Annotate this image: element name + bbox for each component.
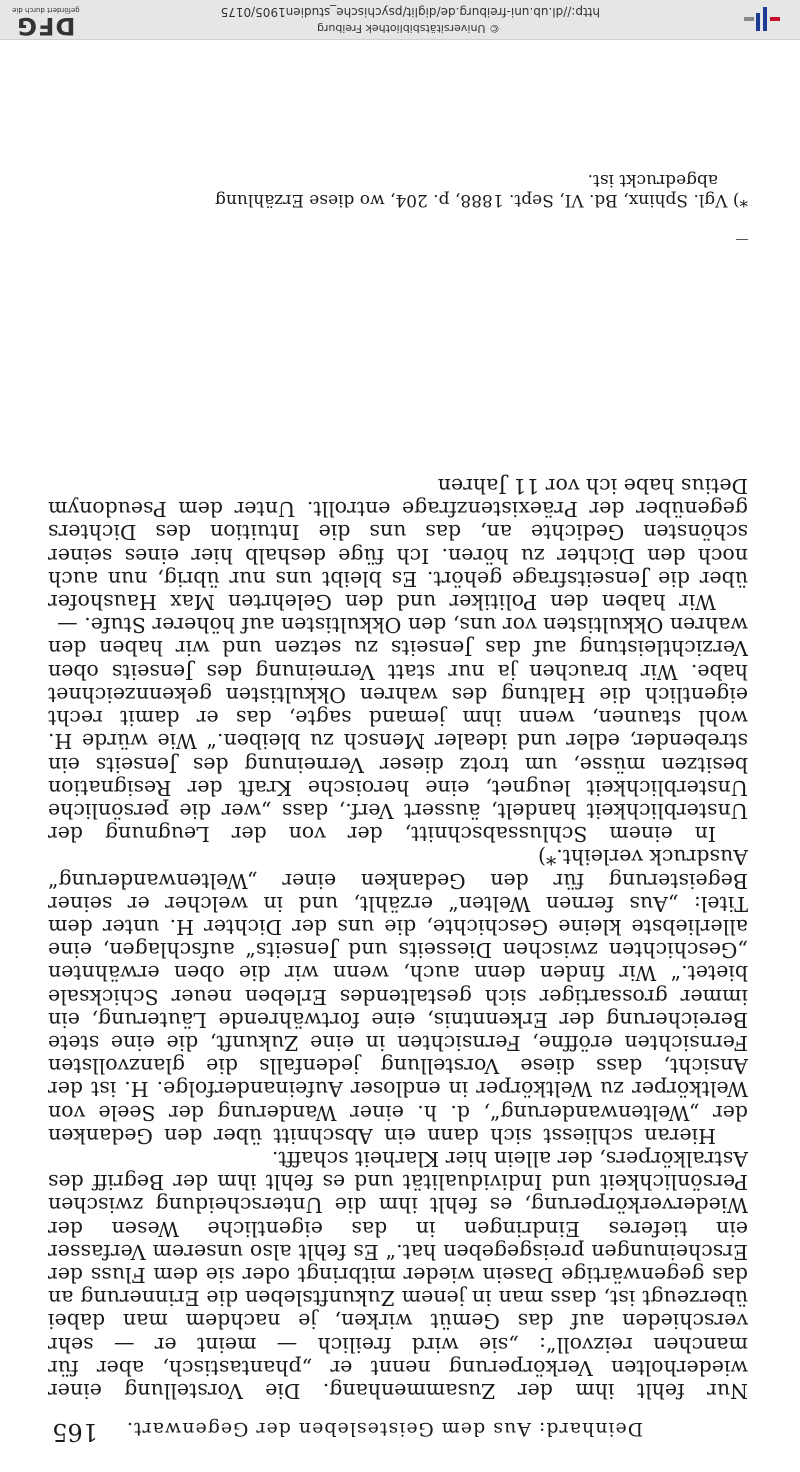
running-title: Deinhard: Aus dem Geistesleben der Gegenwart. (125, 1418, 643, 1440)
footer-bar (0, 0, 800, 40)
footnote (48, 170, 748, 210)
copyright-text: © Universitätsbibliothek Freiburg (317, 22, 500, 35)
paragraph-3: In einem Schlussabschnitt, der von der Leugnung der Unsterblichkeit handelt, äussert Verf., dass „wer die persönliche Unsterblichkeit leugnet, eine heroische Kraft der Resignation besitzen müsse, um trotz dieser Verneinung des Jenseits ein strebender, edler und idealer Mensch zu bleiben.“ Wie würde H. wohl staunen, wenn ihm jemand sagte, das er damit recht eigentlich die Haltung des wahren Okkultisten gekennzeichnet habe. Wir brauchen ja nur statt Verneinung des Jenseits oben Verzichtleistung auf das Jenseits zu setzen und wir haben den wahren Okkultisten vor uns, den Okkultisten auf höherer Stufe. — (48, 613, 748, 847)
dfg-logo-mark: DFG (16, 12, 76, 40)
footnote-continuation: abgedruckt ist. (587, 170, 718, 190)
paragraph-1: Nur fehlt ihm der Zusammenhang. Die Vorstellung einer wiederholten Verkörperung nennt er „phantastisch, aber für manchen reizvoll“: „sie wird freilich — meint er — sehr verschieden auf das Gemüt wirken, je nachdem man dabei überzeugt ist, dass man in jenem Zukunftsleben die Erinnerung an das gegenwärtige Dasein wieder mitbringt oder sie dem Fluss der Erscheinungen preisgegeben hat.“ Es fehlt also unserem Verfasser ein tieferes Eindringen in das eigentliche Wesen der Wiederverkörperung, es fehlt ihm die Unterscheidung zwischen Persönlichkeit und Individualität und es fehlt ihm der Begriff des Astralkörpers, der allein hier Klarheit schafft. (48, 1146, 748, 1403)
paragraph-2: Hieran schliesst sich dann ein Abschnitt über den Gedanken der „Weltenwanderung“, d. h. einer Wanderung der Seele von Weltkörper zu Weltkörper in endloser Aufeinanderfolge. H. ist der Ansicht, dass diese Vorstellung jedenfalls die glanzvollsten Fernsichten eröffne, Fernsichten in eine Zukunft, die eine stete Bereicherung der Erkenntnis, eine fortwährende Läuterung, ein immer grossartiger sich gestaltendes Erleben neuer Schicksale bietet.“ Wir finden denn auch, wenn wir die oben erwähnten „Geschichten zwischen Diesseits und Jenseits“ aufschlagen, eine allerliebste kleine Geschichte, die uns der Dichter H. unter dem Titel: „Aus fernen Welten“ erzählt, und in welcher er seiner Begeisterung für den Gedanken einer „Weltenwanderung“ Ausdruck verleiht.*) (48, 845, 748, 1148)
footnote-rule (736, 239, 748, 240)
dfg-logo-caption: gefördert durch die (12, 6, 80, 14)
paragraph-4: Wir haben den Politiker und den Gelehrten Max Haushofer über die Jenseitsfrage gehört. Es bleibt uns nur übrig, nun auch noch den Dichter zu hören. Ich füge deshalb hier eines seiner schönsten Gedichte an, das uns die Intuition des Dichters gegenüber der Präexistenzfrage entrollt. Unter dem Pseudonym Detius habe ich vor 11 Jahren (48, 474, 748, 615)
source-url-link[interactable]: http://dl.ub.uni-freiburg.de/diglit/psychische_studien1905/0175 (220, 5, 600, 19)
page-number: 165 (52, 1418, 98, 1446)
page-body (48, 474, 748, 1402)
dfg-logo (12, 6, 80, 40)
page-header (48, 1418, 738, 1448)
footnote-text: *) Vgl. Sphinx, Bd. VI, Sept. 1888, p. 204, wo diese Erzählung (215, 190, 748, 210)
university-library-logo-icon (742, 5, 782, 33)
